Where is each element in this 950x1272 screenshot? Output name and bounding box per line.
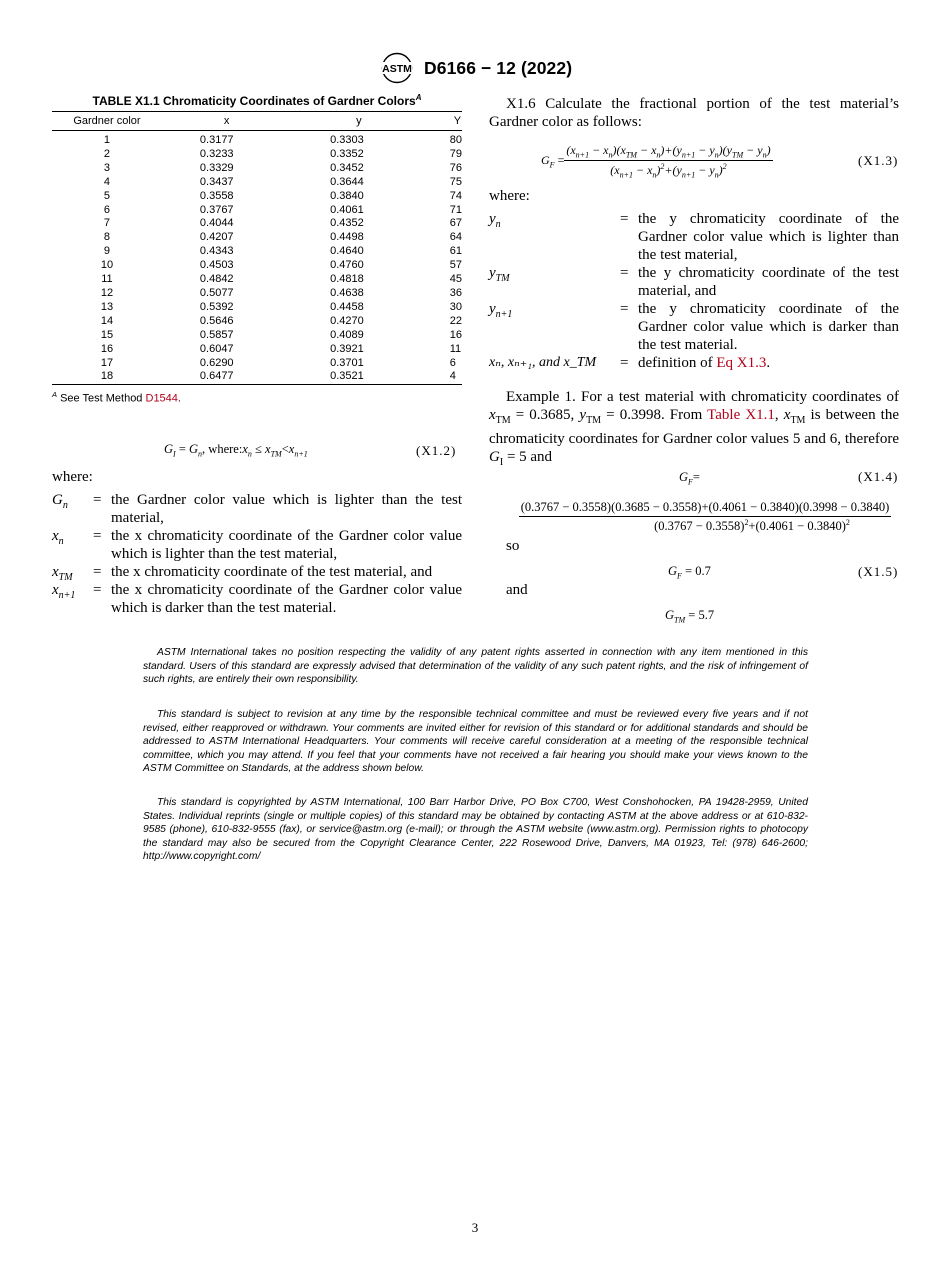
table-cell: 0.4270 — [330, 314, 364, 327]
symbol-sub: TM — [495, 273, 510, 284]
table-cell: 6 — [449, 356, 456, 369]
footnote-link-d1544[interactable]: D1544 — [145, 392, 178, 405]
equation-x1-3: $G_F$ = $\frac{(x_{n+1} - x_n)(x_{TM} - x_n)+(y_{n+1} - y_n)(y_{TM} - y_n)}{(x_{n+1} - x_n)^2+(y_{n+1} - y_n)^2}$ — [541, 143, 771, 180]
table-cell: 0.4207 — [199, 231, 234, 244]
symbol-sub: n+1 — [495, 309, 513, 320]
table-cell: 0.3452 — [330, 161, 364, 174]
table-cell: 30 — [449, 300, 462, 313]
table-cell: 0.5646 — [199, 314, 234, 327]
example-text-2: is between the chromaticity coordinates for Gardner color values 5 and 6, therefore — [489, 407, 900, 447]
table-cell: 11 — [101, 273, 113, 286]
table-cell: 0.5077 — [199, 286, 234, 299]
table-cell: 0.4818 — [330, 273, 364, 286]
table-cell: 16 — [449, 328, 462, 341]
table-row — [52, 301, 462, 315]
table-cell: 79 — [449, 147, 462, 160]
example-ytm-value: = 0.3998. From — [601, 407, 708, 423]
table-cell: 0.4760 — [330, 259, 364, 272]
table-row — [52, 131, 462, 148]
table-cell: 0.3521 — [330, 370, 364, 383]
definition-text: the y chromaticity coordinate of the test material, and — [638, 265, 899, 299]
table-cell: 0.3767 — [199, 203, 234, 216]
notice-text: This standard is subject to revision at any time by the responsible technical committee and must be reviewed every five years and if not revised, either reapproved or withdrawn. Your comments are invited either for revision of this standard or for additional standards and should be addressed to ASTM International Headquarters. Your comments will receive careful consideration at a meeting of the responsible technical committee, which you may attend. If you feel that your comments have not received a fair hearing you should make your views known to the ASTM Committee on Standards, at the address shown below. — [143, 709, 808, 775]
definition-text — [638, 354, 899, 372]
where-left: where: — [52, 469, 93, 485]
table-cell: 11 — [449, 342, 462, 355]
notice-text: This standard is copyrighted by ASTM International, 100 Barr Harbor Drive, PO Box C700, West Conshohocken, PA 19428-2959, United States. Individual reprints (single or multiple copies) of this standard may be obtained by contacting ASTM at the above address or at 610-832-9585 (phone), 610-832-9555 (fax), or service@astm.org (e-mail); or through the ASTM website (www.astm.org). Permission rights to photocopy the standard may also be secured from the Copyright Clearance Center, 222 Rosewood Drive, Danvers, MA 01923, Tel: (978) 646-2600; http://www.copyright.com/ — [143, 797, 808, 863]
table-cell: 0.4343 — [199, 245, 234, 258]
definition-text: the y chromaticity coordinate of the Gardner color value which is lighter than the test material, — [638, 211, 899, 263]
revision-notice — [143, 708, 808, 776]
equals: = — [93, 582, 102, 598]
table-row — [52, 357, 462, 371]
equals: = — [93, 528, 102, 544]
footnote-text: See Test Method — [60, 392, 143, 405]
table-cell: 76 — [449, 161, 462, 174]
table-cell: 15 — [100, 328, 114, 341]
table-row — [52, 273, 462, 287]
table-title-sup: A — [415, 93, 422, 102]
table-cell: 0.3329 — [199, 161, 234, 174]
table-cell: 17 — [100, 356, 114, 369]
symbol-base: x — [52, 564, 59, 580]
example-xtm-value: = 0.3685, — [510, 407, 580, 423]
table-cell: 0.5392 — [199, 300, 234, 313]
gtm-value: = 5.7 — [685, 608, 715, 622]
example-ytm-sub: TM — [586, 415, 602, 426]
link-table-x1-1[interactable]: Table X1.1 — [707, 407, 775, 423]
table-cell: 5 — [103, 189, 111, 202]
equation-x1-4-lhs: $G_F=$ — [679, 470, 700, 487]
notice-text: ASTM International takes no position respecting the validity of any patent rights asserted in connection with any item mentioned in this standard. Users of this standard are expressly advised that determination of the validity of any such patent rights, and the risk of infringement of such rights, are entirely their own responsibility. — [143, 647, 808, 686]
definition-text: the Gardner color value which is lighter than the test material, — [111, 492, 462, 526]
col-header: Gardner color — [52, 112, 162, 131]
table-row — [52, 148, 462, 162]
symbol-base: G — [52, 492, 63, 508]
table-cell: 10 — [100, 259, 114, 272]
table-cell: 0.6047 — [199, 342, 234, 355]
table-cell: 4 — [449, 370, 456, 383]
col-header: x — [162, 112, 300, 131]
table-cell: 0.4061 — [330, 203, 364, 216]
definition-text: the y chromaticity coordinate of the Gardner color value which is darker than the test material. — [638, 301, 899, 353]
example-xtm: x — [489, 407, 496, 423]
so-text: so — [506, 538, 520, 554]
table-cell: 0.4089 — [330, 328, 364, 341]
table-cell: 0.6477 — [199, 370, 234, 383]
table-cell: 45 — [449, 273, 462, 286]
table-cell: 0.3233 — [199, 147, 234, 160]
symbol — [52, 581, 75, 605]
table-row — [52, 259, 462, 273]
symbol-sub: n — [62, 500, 68, 511]
page-header — [0, 50, 950, 86]
table-cell: 14 — [100, 314, 114, 327]
definition-text: the x chromaticity coordinate of the test material, and — [111, 564, 433, 580]
table-header-row — [52, 112, 462, 131]
table-cell: 0.3921 — [330, 342, 364, 355]
symbol — [52, 491, 68, 515]
chromaticity-table — [52, 111, 462, 385]
table-row — [52, 343, 462, 357]
equation-label-x1-3: (X1.3) — [858, 153, 899, 168]
table-title-text: TABLE X1.1 Chromaticity Coordinates of Gardner Colors — [92, 94, 416, 108]
table-cell: 0.4352 — [330, 217, 364, 230]
symbol-base: y — [489, 301, 496, 317]
table-cell: 6 — [103, 203, 111, 216]
section-x1-6-text: X1.6 Calculate the fractional portion of the test material’s Gardner color as follows: — [489, 96, 899, 130]
example-gi-sub: I — [499, 457, 504, 468]
symbol — [489, 210, 501, 234]
equation-label-x1-5: (X1.5) — [858, 564, 899, 579]
definition-text-body: definition of — [638, 355, 713, 371]
table-cell: 0.3644 — [330, 175, 364, 188]
example-xtm-2: x — [783, 407, 791, 423]
equals: = — [93, 492, 102, 508]
table-cell: 0.3177 — [199, 134, 234, 146]
definition-text: the x chromaticity coordinate of the Gardner color value which is darker than the test material. — [111, 582, 462, 616]
table-cell: 71 — [449, 203, 462, 216]
page-number: 3 — [471, 1220, 479, 1235]
symbol-base: x — [52, 582, 59, 598]
example-xtm-sub-2: TM — [790, 415, 806, 426]
table-row — [52, 329, 462, 343]
table-cell: 1 — [103, 134, 111, 146]
table-cell: 67 — [449, 217, 462, 230]
copyright-notice — [143, 796, 808, 864]
table-row — [52, 176, 462, 190]
equals: = — [620, 211, 629, 227]
table-row — [52, 162, 462, 176]
table-row — [52, 245, 462, 259]
table-cell: 0.4044 — [199, 217, 234, 230]
symbol-base: y — [489, 265, 496, 281]
table-cell: 0.5857 — [199, 328, 234, 341]
table-cell: 4 — [103, 175, 111, 188]
table-cell: 7 — [103, 217, 111, 230]
symbol-x-terms: xₙ, xₙ₊₁, and x_TM — [489, 355, 597, 370]
table-cell: 0.4503 — [199, 259, 234, 272]
table-title — [52, 93, 462, 108]
table-cell: 0.3352 — [330, 147, 364, 160]
table-row — [52, 217, 462, 231]
equals: = — [620, 355, 629, 371]
table-cell: 0.4498 — [330, 231, 364, 244]
col-header: Y — [432, 112, 462, 131]
footnote-sup: A — [52, 390, 58, 399]
example-gi: G — [489, 449, 500, 465]
symbol-sub: n — [58, 536, 64, 547]
table-row — [52, 370, 462, 384]
table-cell: 74 — [449, 189, 462, 202]
table-cell: 36 — [449, 286, 462, 299]
equation-x1-5: $G_F = 0.7$ — [668, 564, 711, 581]
table-row — [52, 204, 462, 218]
document-id: D6166 − 12 (2022) — [424, 58, 573, 78]
table-cell: 75 — [449, 175, 462, 188]
table-row — [52, 190, 462, 204]
example-text: Example 1. For a test material with chromaticity coordinates of — [506, 389, 899, 405]
equation-x1-2: $G_I = G_n$, $where:x_n \le x_{TM}<x_{n+1}$ — [164, 442, 308, 459]
table-cell: 16 — [100, 342, 114, 355]
table-cell: 0.3303 — [330, 134, 364, 146]
equals: = — [93, 564, 102, 580]
symbol-sub: n — [495, 219, 501, 230]
symbol — [489, 300, 512, 324]
symbol-base: y — [489, 211, 496, 227]
and-text: and — [506, 582, 528, 598]
table-cell: 0.6290 — [199, 356, 234, 369]
table-cell: 0.3558 — [199, 189, 234, 202]
where-right: where: — [489, 188, 530, 204]
footnote-end: . — [177, 392, 181, 405]
col-header: y — [300, 112, 432, 131]
table-row — [52, 287, 462, 301]
table-cell: 0.3840 — [330, 189, 364, 202]
table-cell: 12 — [100, 286, 114, 299]
table-row — [52, 231, 462, 245]
table-cell: 64 — [449, 231, 462, 244]
table-cell: 0.4458 — [330, 300, 364, 313]
table-cell: 2 — [103, 147, 111, 160]
table-row — [52, 315, 462, 329]
example-1-paragraph: Example 1. For a test material with chromaticity coordinates of $x_{TM} = 0.3685$, $y_{TM} = 0.3998$. From Table X1.1, $x_{TM}$ is between the chromaticity coordinates for Gardner color values 5 and 6, therefore $G_I = 5$ and — [489, 389, 900, 468]
table-footnote — [52, 390, 181, 405]
equals: = — [620, 301, 629, 317]
svg-text:ASTM: ASTM — [382, 63, 412, 75]
left-definition-list — [52, 491, 462, 621]
definition-text: the x chromaticity coordinate of the Gardner color value which is lighter than the test material, — [111, 528, 462, 562]
table-cell: 18 — [100, 370, 114, 383]
table-cell: 3 — [103, 161, 111, 174]
table-cell: 0.4640 — [330, 245, 364, 258]
equation-label-x1-2: (X1.2) — [416, 443, 457, 458]
astm-logo — [380, 52, 414, 84]
symbol-base: x — [52, 528, 59, 544]
equation-label-x1-4: (X1.4) — [858, 469, 899, 484]
table-cell: 57 — [449, 259, 462, 272]
table-cell: 9 — [103, 245, 111, 258]
gtm-equation: $G_{TM} = 5.7$ — [665, 608, 715, 625]
table-cell: 0.4842 — [199, 273, 234, 286]
equals: = — [620, 265, 629, 281]
right-definition-list — [489, 210, 899, 380]
example-ytm: y — [579, 407, 587, 423]
patent-notice — [143, 646, 808, 687]
symbol — [52, 527, 64, 551]
equation-x1-4-fraction: (0.3767 − 0.3558)(0.3685 − 0.3558)+(0.4061 − 0.3840)(0.3998 − 0.3840) $(0.3767 - 0.3558)^2+(0.4061 - 0.3840)^2$ — [520, 500, 890, 534]
table-cell: 61 — [449, 245, 462, 258]
symbol — [489, 264, 510, 288]
symbol-sub: TM — [58, 572, 73, 583]
table-cell: 8 — [103, 231, 111, 244]
table-cell: 13 — [100, 300, 114, 313]
example-xtm-sub: TM — [495, 415, 511, 426]
symbol-sub: n+1 — [58, 590, 76, 601]
table-cell: 0.3701 — [330, 356, 364, 369]
table-cell: 80 — [449, 134, 462, 146]
table-cell: 0.4638 — [330, 286, 364, 299]
link-eq-x1-3[interactable]: Eq X1.3 — [716, 355, 767, 371]
example-text-3: = 5 and — [503, 449, 553, 465]
gf-value: = 0.7 — [681, 564, 711, 578]
table-cell: 0.3437 — [199, 175, 234, 188]
table-cell: 22 — [449, 314, 462, 327]
definition-text-end: . — [766, 355, 771, 371]
